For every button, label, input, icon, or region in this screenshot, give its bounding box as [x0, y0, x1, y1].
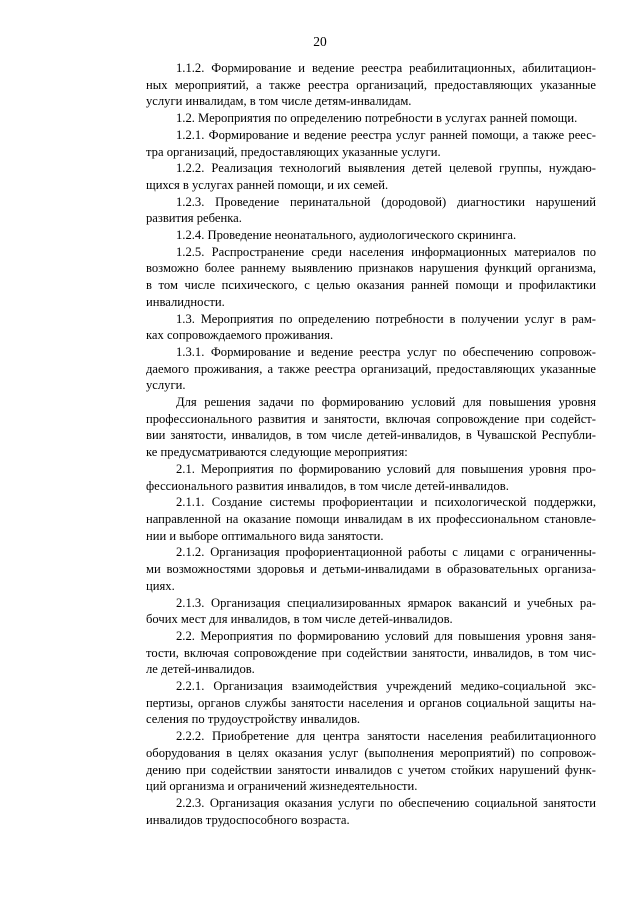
text-line: фессионального развития инвалидов, в том числе детей-инвалидов. [146, 478, 509, 493]
text-line: циях. [146, 578, 175, 593]
text-line: ле детей-инвалидов. [146, 662, 255, 677]
text-line: Для решения задачи по формированию условий для повышения уровня [176, 395, 596, 410]
paragraph [116, 628, 596, 678]
paragraph [116, 160, 596, 193]
text-line: оборудования в целях оказания услуг (выполнения мероприятий) по сопровож- [146, 745, 596, 760]
text-line: 1.3.1. Формирование и ведение реестра услуг по обеспечению сопровож- [176, 344, 596, 359]
text-line: тости, включая сопровождение при содействии занятости, инвалидов, в том чис- [146, 645, 596, 660]
text-line: 1.2.5. Распространение среди населения информационных материалов по [176, 244, 596, 259]
page-number: 20 [313, 34, 327, 49]
text-line: даемого проживания, а также реестра организаций, предоставляющих указанные [146, 361, 596, 376]
text-line: тра организаций, предоставляющих указанные услуги. [146, 144, 441, 159]
text-line: ных мероприятий, а также реестра организаций, предоставляющих указанные [146, 77, 596, 92]
paragraph [116, 127, 596, 160]
text-line: 2.2. Мероприятия по формированию условий для повышения уровня заня- [176, 628, 596, 643]
paragraph [116, 461, 596, 494]
text-line: 1.2.1. Формирование и ведение реестра услуг ранней помощи, а также реес- [176, 127, 596, 142]
document-body [116, 60, 596, 828]
text-line: 1.3. Мероприятия по определению потребности в получении услуг в рам- [176, 311, 596, 326]
paragraph [116, 394, 596, 461]
paragraph [116, 110, 596, 127]
text-line: 2.2.1. Организация взаимодействия учреждений медико-социальной экс- [176, 679, 596, 694]
text-line: развития ребенка. [146, 211, 242, 226]
text-line: щихся в услугах ранней помощи, и их семей. [146, 177, 389, 192]
text-line: 2.2.3. Организация оказания услуги по обеспечению социальной занятости [176, 795, 596, 810]
text-line: 1.2.3. Проведение перинатальной (дородовой) диагностики нарушений [176, 194, 596, 209]
text-line: профессионального развития и занятости, включая сопровождение при содейст- [146, 411, 596, 426]
paragraph [116, 244, 596, 311]
paragraph [116, 194, 596, 227]
paragraph [116, 544, 596, 594]
text-line: ке предусматриваются следующие мероприятия: [146, 445, 408, 460]
text-line: инвалидности. [146, 294, 225, 309]
paragraph [116, 595, 596, 628]
text-line: вии занятости, инвалидов, в том числе детей-инвалидов, в Чувашской Республи- [146, 428, 596, 443]
text-line: 2.1.3. Организация специализированных ярмарок вакансий и учебных ра- [176, 595, 596, 610]
text-line: 2.1.1. Создание системы профориентации и психологической поддержки, [176, 495, 596, 510]
text-line: ций организма и ограничений жизнедеятельности. [146, 779, 418, 794]
text-line: ках сопровождаемого проживания. [146, 328, 334, 343]
text-line: направленной на оказание помощи инвалидам в их профессиональном становле- [146, 511, 596, 526]
text-line: нии и выборе оптимального вида занятости. [146, 528, 384, 543]
text-line: 1.2.4. Проведение неонатального, аудиологического скрининга. [176, 228, 517, 243]
paragraph [116, 494, 596, 544]
paragraph [116, 678, 596, 728]
paragraph [116, 60, 596, 110]
paragraph [116, 227, 596, 244]
text-line: услуги инвалидам, в том числе детям-инвалидам. [146, 94, 412, 109]
text-line: ми возможностями здоровья и детьми-инвалидами в образовательных организа- [146, 562, 596, 577]
text-line: 1.2. Мероприятия по определению потребности в услугах ранней помощи. [176, 111, 578, 126]
text-line: пертизы, органов службы занятости населения и органов социальной защиты на- [146, 695, 596, 710]
text-line: 2.2.2. Приобретение для центра занятости населения реабилитационного [176, 729, 596, 744]
text-line: 1.2.2. Реализация технологий выявления детей целевой группы, нуждаю- [176, 161, 596, 176]
text-line: 2.1.2. Организация профориентационной работы с лицами с ограниченны- [176, 545, 596, 560]
paragraph [116, 728, 596, 795]
paragraph [116, 795, 596, 828]
text-line: дению при содействии занятости инвалидов с учетом стойких нарушений функ- [146, 762, 596, 777]
text-line: в том числе психического, с целью оказания ранней помощи и профилактики [146, 278, 596, 293]
paragraph [116, 311, 596, 344]
text-line: инвалидов трудоспособного возраста. [146, 812, 350, 827]
text-line: 2.1. Мероприятия по формированию условий для повышения уровня про- [176, 461, 596, 476]
text-line: услуги. [146, 378, 186, 393]
text-line: 1.1.2. Формирование и ведение реестра реабилитационных, абилитацион- [176, 61, 596, 75]
paragraph [116, 344, 596, 394]
text-line: возможно более раннему выявлению признаков нарушения функций организма, [146, 261, 596, 276]
text-line: бочих мест для инвалидов, в том числе детей-инвалидов. [146, 612, 453, 627]
text-line: селения по трудоустройству инвалидов. [146, 712, 361, 727]
